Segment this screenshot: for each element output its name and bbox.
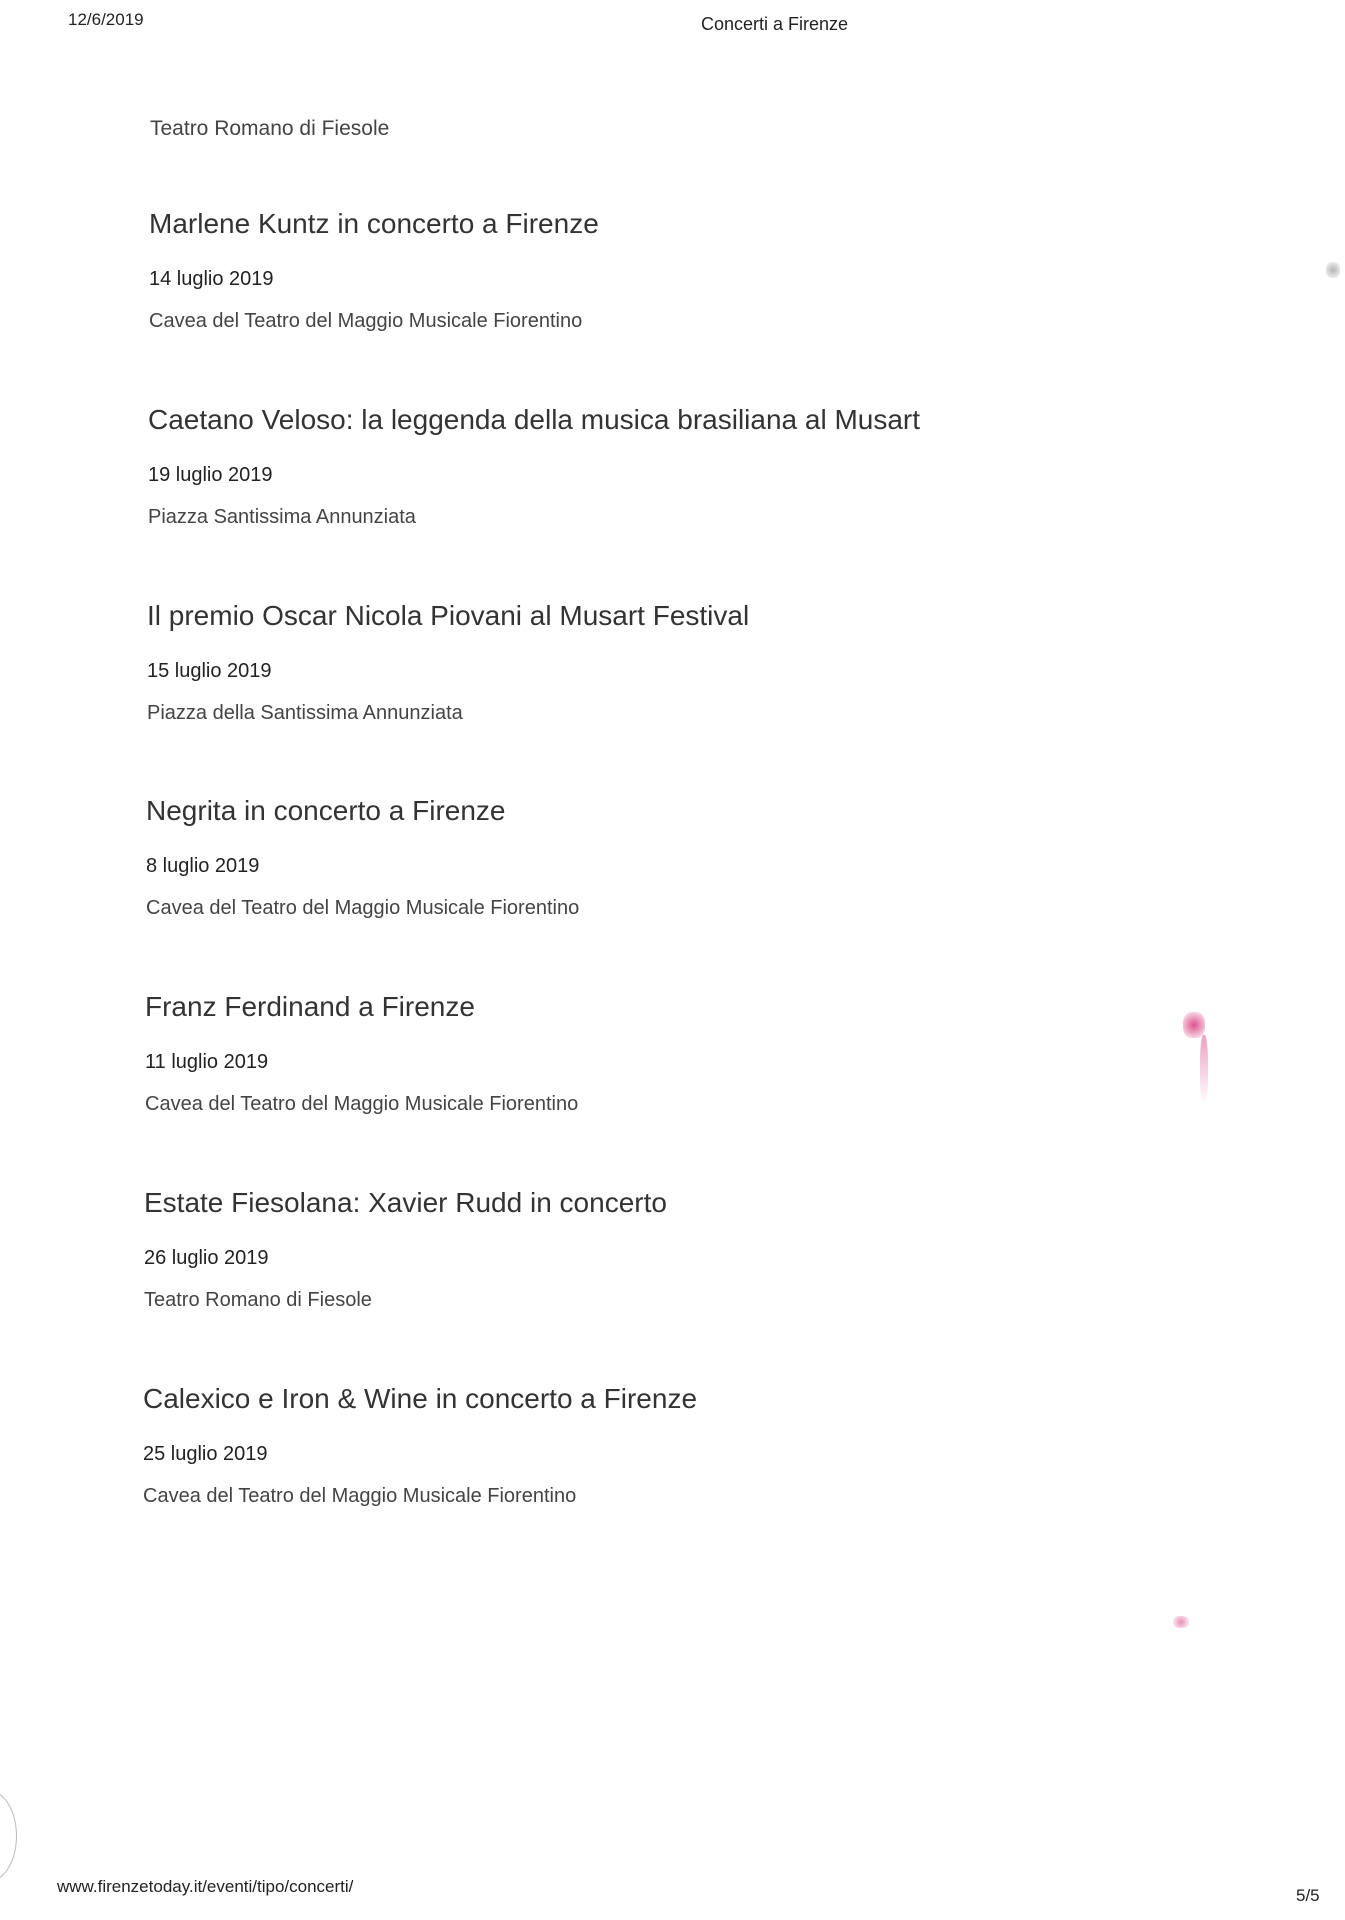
event-venue: Piazza della Santissima Annunziata [147, 702, 463, 724]
print-footer-page-number: 5/5 [1296, 1886, 1320, 1905]
ink-stain-mark-small [1173, 1616, 1189, 1628]
event-venue: Cavea del Teatro del Maggio Musicale Fiorentino [146, 897, 580, 919]
event-date: 11 luglio 2019 [145, 1051, 269, 1073]
event-title-link[interactable]: Estate Fiesolana: Xavier Rudd in concerto [144, 1187, 667, 1218]
binder-hole-mark [0, 1790, 17, 1882]
event-venue: Cavea del Teatro del Maggio Musicale Fiorentino [143, 1485, 577, 1507]
smudge-mark [1326, 262, 1340, 278]
event-venue: Teatro Romano di Fiesole [144, 1289, 372, 1311]
leading-venue: Teatro Romano di Fiesole [150, 117, 390, 140]
ink-stain-trail [1200, 1035, 1208, 1105]
event-date: 15 luglio 2019 [147, 660, 272, 682]
event-title-link[interactable]: Negrita in concerto a Firenze [146, 795, 506, 826]
print-footer-url: www.firenzetoday.it/eventi/tipo/concerti/ [57, 1877, 354, 1896]
event-title-link[interactable]: Caetano Veloso: la leggenda della musica brasiliana al Musart [148, 404, 921, 435]
print-header-date: 12/6/2019 [68, 10, 144, 29]
event-venue: Cavea del Teatro del Maggio Musicale Fiorentino [145, 1093, 579, 1115]
event-date: 25 luglio 2019 [143, 1443, 268, 1465]
event-title-link[interactable]: Calexico e Iron & Wine in concerto a Firenze [143, 1383, 698, 1414]
event-title-link[interactable]: Marlene Kuntz in concerto a Firenze [149, 208, 599, 239]
event-title-link[interactable]: Il premio Oscar Nicola Piovani al Musart Festival [147, 600, 750, 631]
ink-stain-mark [1183, 1012, 1205, 1038]
event-date: 8 luglio 2019 [146, 855, 260, 877]
event-date: 26 luglio 2019 [144, 1247, 269, 1269]
event-date: 19 luglio 2019 [148, 464, 273, 486]
event-venue: Piazza Santissima Annunziata [148, 506, 416, 528]
event-date: 14 luglio 2019 [149, 268, 274, 290]
print-header-title: Concerti a Firenze [701, 14, 849, 34]
event-title-link[interactable]: Franz Ferdinand a Firenze [145, 991, 475, 1022]
event-venue: Cavea del Teatro del Maggio Musicale Fiorentino [149, 310, 583, 332]
